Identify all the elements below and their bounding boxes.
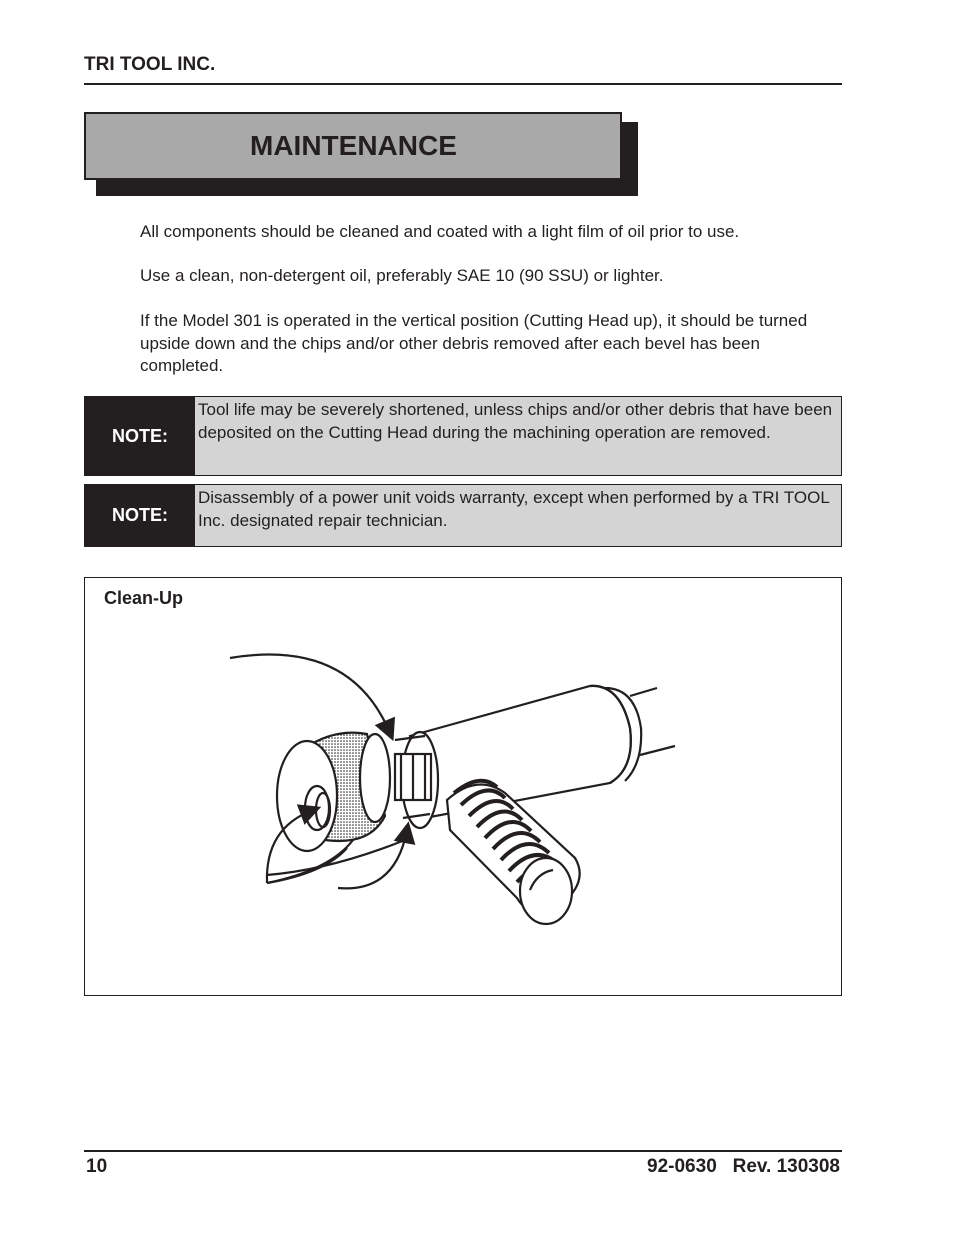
header-rule — [84, 83, 842, 85]
section-title: MAINTENANCE — [250, 130, 457, 161]
mandrel-threads — [447, 781, 580, 924]
section-banner — [84, 112, 622, 180]
document-number: 92-0630 Rev. 130308 — [647, 1156, 840, 1177]
note-label: NOTE: — [85, 397, 195, 475]
paragraph-oil-coating: All components should be cleaned and coated with a light film of oil prior to use. — [140, 222, 740, 241]
figure-title: Clean-Up — [104, 588, 184, 608]
page-number: 10 — [86, 1156, 108, 1177]
paragraph-oil-type: Use a clean, non-detergent oil, preferably SAE 10 (90 SSU) or lighter. — [140, 266, 664, 285]
note-box-tool-life — [84, 396, 842, 476]
power-unit-body — [395, 686, 675, 828]
cleanup-illustration — [85, 578, 841, 995]
note-text: Tool life may be severely shortened, unless chips and/or other debris that have been deposited on the Cutting Head during the machining operation are removed. — [198, 400, 833, 442]
company-name: TRI TOOL INC. — [84, 54, 216, 75]
figure-box — [84, 577, 842, 996]
cutting-head — [277, 733, 390, 851]
note-label: NOTE: — [85, 485, 195, 546]
footer-rule — [84, 1150, 842, 1152]
note-box-warranty — [84, 484, 842, 547]
paragraph-vertical-operation: If the Model 301 is operated in the vertical position (Cutting Head up), it should be turned upside down and the chips and/or other debris removed after each bevel has been completed. — [140, 311, 808, 375]
note-text: Disassembly of a power unit voids warranty, except when performed by a TRI TOOL Inc. designated repair technician. — [198, 488, 830, 530]
